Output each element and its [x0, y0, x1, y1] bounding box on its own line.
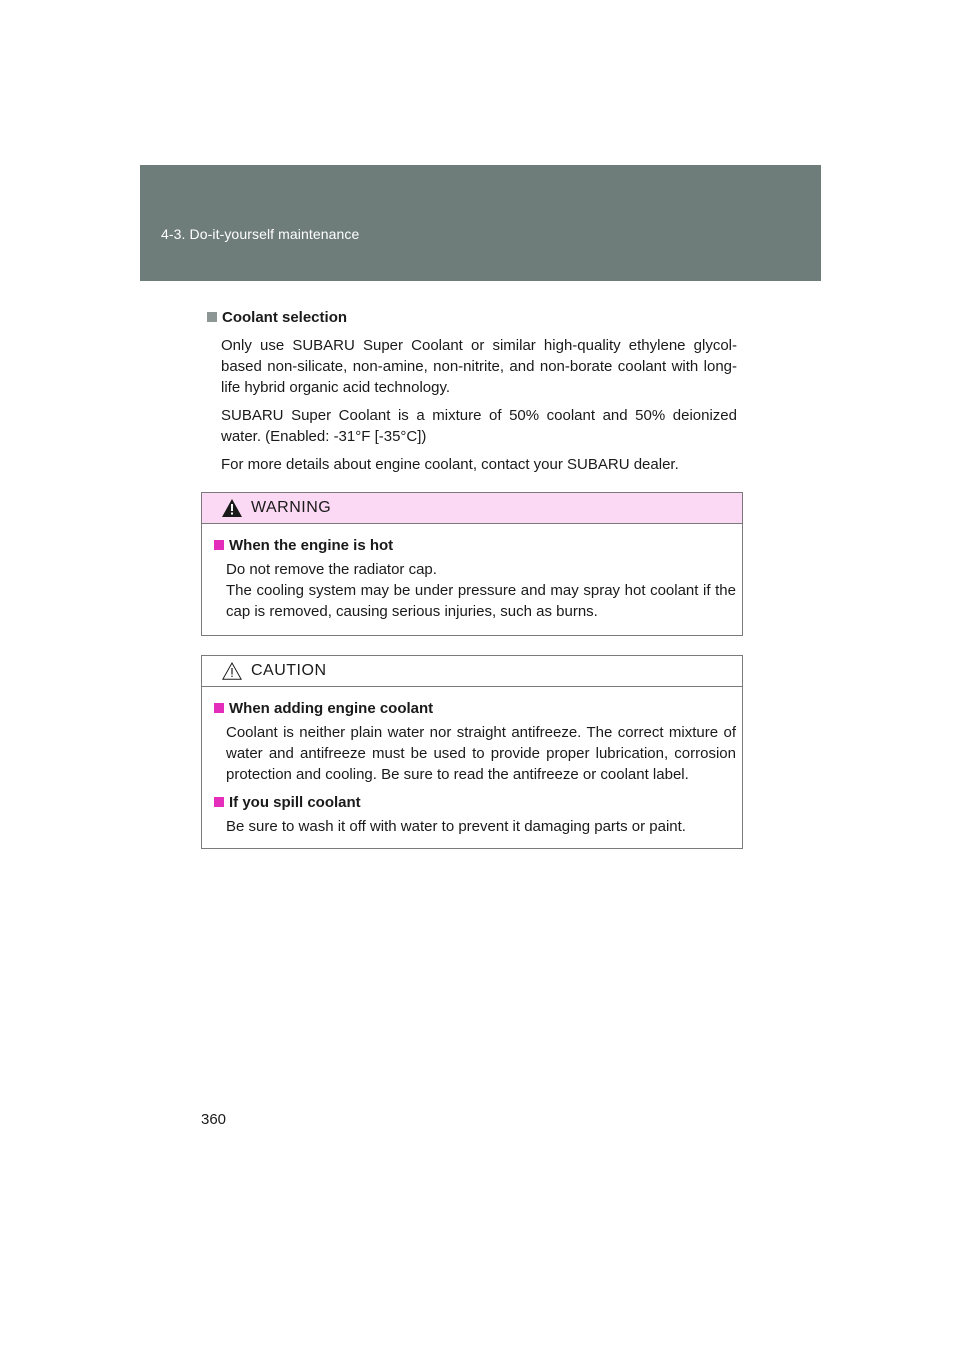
coolant-paragraph-2: SUBARU Super Coolant is a mixture of 50% coolant and 50% deionized water. (Enabled: -31°F [-35°C]) — [221, 407, 737, 445]
coolant-paragraph-3: For more details about engine coolant, contact your SUBARU dealer. — [221, 456, 679, 473]
caution-label: CAUTION — [251, 662, 327, 679]
warning-header — [202, 493, 742, 524]
caution-box — [201, 655, 743, 849]
warning-item-line-2: The cooling system may be under pressure and may spray hot coolant if the cap is removed, causing serious injuries, such as burns. — [226, 582, 736, 620]
caution-item-2-text: Be sure to wash it off with water to prevent it damaging parts or paint. — [226, 818, 686, 835]
square-bullet-icon — [207, 312, 217, 322]
coolant-selection-section — [207, 308, 737, 475]
section-header: 4-3. Do-it-yourself maintenance — [161, 226, 360, 242]
warning-body — [202, 524, 742, 636]
warning-triangle-icon — [222, 499, 242, 517]
square-bullet-icon — [214, 703, 224, 713]
warning-item-title: When the engine is hot — [214, 536, 736, 556]
warning-label: WARNING — [251, 499, 332, 516]
header-band — [140, 165, 821, 281]
warning-item-line-1: Do not remove the radiator cap. — [226, 561, 437, 578]
caution-item-1-title: When adding engine coolant — [214, 699, 736, 719]
coolant-selection-title: Coolant selection — [207, 308, 737, 328]
square-bullet-icon — [214, 797, 224, 807]
caution-item-1-text: Coolant is neither plain water nor straight antifreeze. The correct mixture of water and antifreeze must be used to provide proper lubrication, corrosion protection and cooling. Be sure to read the antifreeze or coolant label. — [226, 724, 736, 783]
caution-header — [202, 656, 742, 687]
caution-triangle-icon — [222, 662, 242, 680]
coolant-paragraph-1: Only use SUBARU Super Coolant or similar high-quality ethylene glycol-based non-silicate, non-amine, non-nitrite, and non-borate coolant with long-life hybrid organic acid technology. — [221, 337, 737, 396]
warning-box — [201, 492, 743, 636]
square-bullet-icon — [214, 540, 224, 550]
caution-item-2-title: If you spill coolant — [214, 793, 736, 813]
caution-body — [202, 687, 742, 851]
page-number: 360 — [201, 1111, 227, 1128]
